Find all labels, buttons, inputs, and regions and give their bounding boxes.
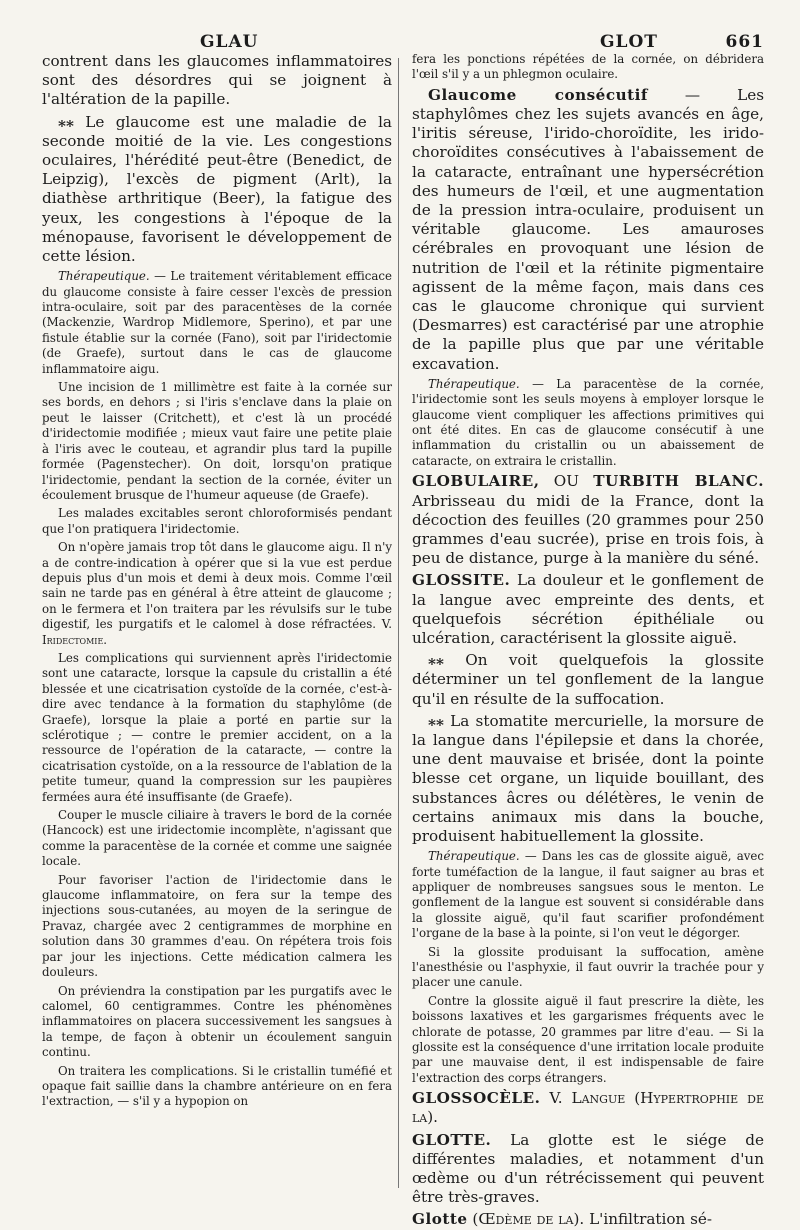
paragraph: Une incision de 1 millimètre est faite à la cornée sur ses bords, en dehors ; si l'iris s'enclave dans la plaie on peut le laisser (Critchett), et c'est là un procédé d'iridectomie modifiée ; mieux vaut faire une petite plaie à l'iris avec le couteau, et agrandir plus tard la pupille formée (Pagenstecher). On doit, lorsqu'on pratique l'iridectomie, pendant la section de la cornée, éviter un écoulement brusque de l'humeur aqueuse (de Graefe). <box>42 380 392 502</box>
paragraph: fera les ponctions répétées de la cornée, on débridera l'œil s'il y a un phlegmon oculaire. <box>412 52 764 82</box>
running-header <box>40 28 764 54</box>
entry-paragraph: GLOSSITE. La douleur et le gonflement de la langue avec empreinte des dents, et quelquefois sécrétion épithéliale ou ulcération, caractérisent la glossite aiguë. <box>412 571 764 647</box>
left-column <box>42 52 392 1192</box>
cross-reference: Langue (Hypertrophie de la). <box>412 1089 764 1127</box>
paragraph: ⁎⁎ Le glaucome est une maladie de la seconde moitié de la vie. Les congestions oculaires, l'hérédité peut-être (Benedict, de Leipzig), l'excès de pigment (Arlt), la diathèse arthritique (Beer), la fatigue des yeux, les congestions à l'époque de la ménopause, favorisent le développement de cette lésion. <box>42 112 392 266</box>
section-label: Thérapeutique. <box>428 849 520 864</box>
paragraph: ⁎⁎ On voit quelquefois la glossite déterminer un tel gonflement de la langue qu'il en résulte de la suffocation. <box>412 651 764 708</box>
paragraph: Si la glossite produisant la suffocation, amène l'anesthésie ou l'asphyxie, il faut ouvrir la trachée pour y placer une canule. <box>412 944 764 990</box>
paragraph: Pour favoriser l'action de l'iridectomie dans le glaucome inflammatoire, on fera sur la tempe des injections sous-cutanées, au moyen de la seringue de Pravaz, chargée avec 2 centigrammes de morphine en solution dans 30 grammes d'eau. On répétera trois fois par jour les injections. Cette médication calmera les douleurs. <box>42 872 392 980</box>
cross-reference: Iridectomie. <box>42 632 108 647</box>
cross-reference: (Œdème de la). <box>467 1210 585 1229</box>
entry-headword: GLOSSOCÈLE. <box>412 1089 541 1108</box>
asterism-mark: ⁎⁎ <box>428 711 444 730</box>
entry-paragraph: GLOTTE. La glotte est le siége de différentes maladies, et notamment d'un œdème ou d'un rétrécissement qui peuvent être très-graves. <box>412 1130 764 1207</box>
page-number: 661 <box>725 32 764 52</box>
subentry-heading: Glotte <box>412 1210 468 1229</box>
paragraph: Couper le muscle ciliaire à travers le bord de la cornée (Hancock) est une iridectomie incomplète, n'agissant que comme la paracentèse de la cornée et comme une saignée locale. <box>42 808 393 869</box>
paragraph: Thérapeutique. — Le traitement véritablement efficace du glaucome consiste à faire cesser l'excès de pression intra-oculaire, soit par des paracentèses de la cornée (Mackenzie, Wardrop Midlemore, Sperino), et par une fistule établie sur la cornée (Fano), soit par l'iridectomie (de Graefe), surtout dans le cas de glaucome inflammatoire aigu. <box>42 269 392 376</box>
section-label: Thérapeutique. <box>428 376 520 391</box>
asterism-mark: ⁎⁎ <box>58 112 74 131</box>
column-divider <box>398 58 399 1188</box>
section-label: Thérapeutique. <box>58 269 150 284</box>
paragraph: ⁎⁎ La stomatite mercurielle, la morsure de la langue dans l'épilepsie et dans la chorée, une dent mauvaise et brisée, dont la pointe blesse cet organe, un liquide bouillant, des substances âcres ou délétères, le venin de certains animaux mis dans la bouche, produisent habituellement la glossite. <box>412 711 764 845</box>
paragraph: Glaucome consécutif — Les staphylômes chez les sujets avancés en âge, l'iritis séreuse, l'irido-choroïdite, les irido-choroïdites consécutives à l'abaissement de la cataracte, entraînant une hypersécrétion des humeurs de l'œil, et une augmentation de la pression intra-oculaire, produisent un véritable glaucome. Les amauroses cérébrales en provoquant une lésion de nutrition de l'œil et la rétinite pigmentaire agissent de la même façon, mais dans ces cas le glaucome chronique qui survient (Desmarres) est caractérisé par une atrophie de la papille plus que par une véritable excavation. <box>412 85 764 373</box>
paragraph: On préviendra la constipation par les purgatifs avec le calomel, 60 centigrammes. Contre les phénomènes inflammatoires on placera successivement les sangsues à la tempe, de façon à obtenir un écoulement sanguin continu. <box>42 983 392 1060</box>
entry-headword: GLOBULAIRE, <box>412 472 540 491</box>
paragraph: On traitera les complications. Si le cristallin tuméfié et opaque fait saillie dans la chambre antérieure on en fera l'extraction, — s'il y a hypopion on <box>42 1063 392 1109</box>
paragraph: Contre la glossite aiguë il faut prescrire la diète, les boissons laxatives et les gargarismes fréquents avec le chlorate de potasse, 20 grammes par litre d'eau. — Si la glossite est la conséquence d'une irritation locale produite par une mauvaise dent, il est indispensable de faire l'extraction des corps étrangers. <box>412 993 764 1085</box>
paragraph: Les complications qui surviennent après l'iridectomie sont une cataracte, lorsque la capsule du cristallin a été blessée et une cicatrisation cystoïde de la cornée, c'est-à-dire avec tendance à la formation du staphylôme (de Graefe), lorsque la plaie a porté en partie sur la sclérotique ; — contre le premier accident, on a la ressource de l'opération de la cataracte, — contre la cicatrisation cystoïde, on a la ressource de l'ablation de la petite tumeur, quand la compression sur les paupières fermées aura été insuffisante (de Graefe). <box>42 650 392 804</box>
entry-paragraph: GLOBULAIRE, OU TURBITH BLANC. Arbrisseau du midi de la France, dont la décoction des feuilles (20 grammes pour 250 grammes d'eau sucrée), prise en trois fois, à peu de distance, purge à la manière du séné. <box>412 472 764 568</box>
entry-paragraph: Glotte (Œdème de la). L'infiltration sé- <box>412 1210 713 1229</box>
running-title-left: GLAU <box>200 32 259 52</box>
entry-headword: GLOSSITE. <box>412 571 511 590</box>
asterism-mark: ⁎⁎ <box>428 651 444 670</box>
paragraph: Thérapeutique. — Dans les cas de glossite aiguë, avec forte tuméfaction de la langue, il faut saigner au bras et appliquer de nombreuses sangsues sous le menton. Le gonflement de la langue est souvent si considérable dans la glossite aiguë, qu'il faut scarifier profondément l'organe de la base à la pointe, si l'on veut le dégorger. <box>412 849 764 941</box>
entry-headword: TURBITH BLANC. <box>593 472 764 491</box>
paragraph: contrent dans les glaucomes inflammatoires sont des désordres qui se joignent à l'altération de la papille. <box>42 52 392 109</box>
paragraph: Les malades excitables seront chloroformisés pendant que l'on pratiquera l'iridectomie. <box>42 506 392 536</box>
subentry-heading: Glaucome consécutif <box>428 85 648 104</box>
paragraph: Thérapeutique. — La paracentèse de la cornée, l'iridectomie sont les seuls moyens à employer lorsque le glaucome vient compliquer les affections primitives qui ont été dites. En cas de glaucome consécutif à une inflammation du cristallin ou un abaissement de cataracte, on extraira le cristallin. <box>412 376 764 468</box>
paragraph: On n'opère jamais trop tôt dans le glaucome aigu. Il n'y a de contre-indication à opérer que si la vue est perdue depuis plus d'un mois et demi à deux mois. Comme l'œil sain ne tarde pas en général à être atteint de glaucome ; on le fermera et l'on traitera par les révulsifs sur le tube digestif, les purgatifs et le calomel à dose réfractées. V. Iridectomie. <box>42 540 392 647</box>
entry-headword: GLOTTE. <box>412 1130 492 1149</box>
entry-paragraph: GLOSSOCÈLE. V. Langue (Hypertrophie de la). <box>412 1089 764 1127</box>
running-title-right: GLOT <box>600 32 658 52</box>
right-column <box>412 52 764 1229</box>
